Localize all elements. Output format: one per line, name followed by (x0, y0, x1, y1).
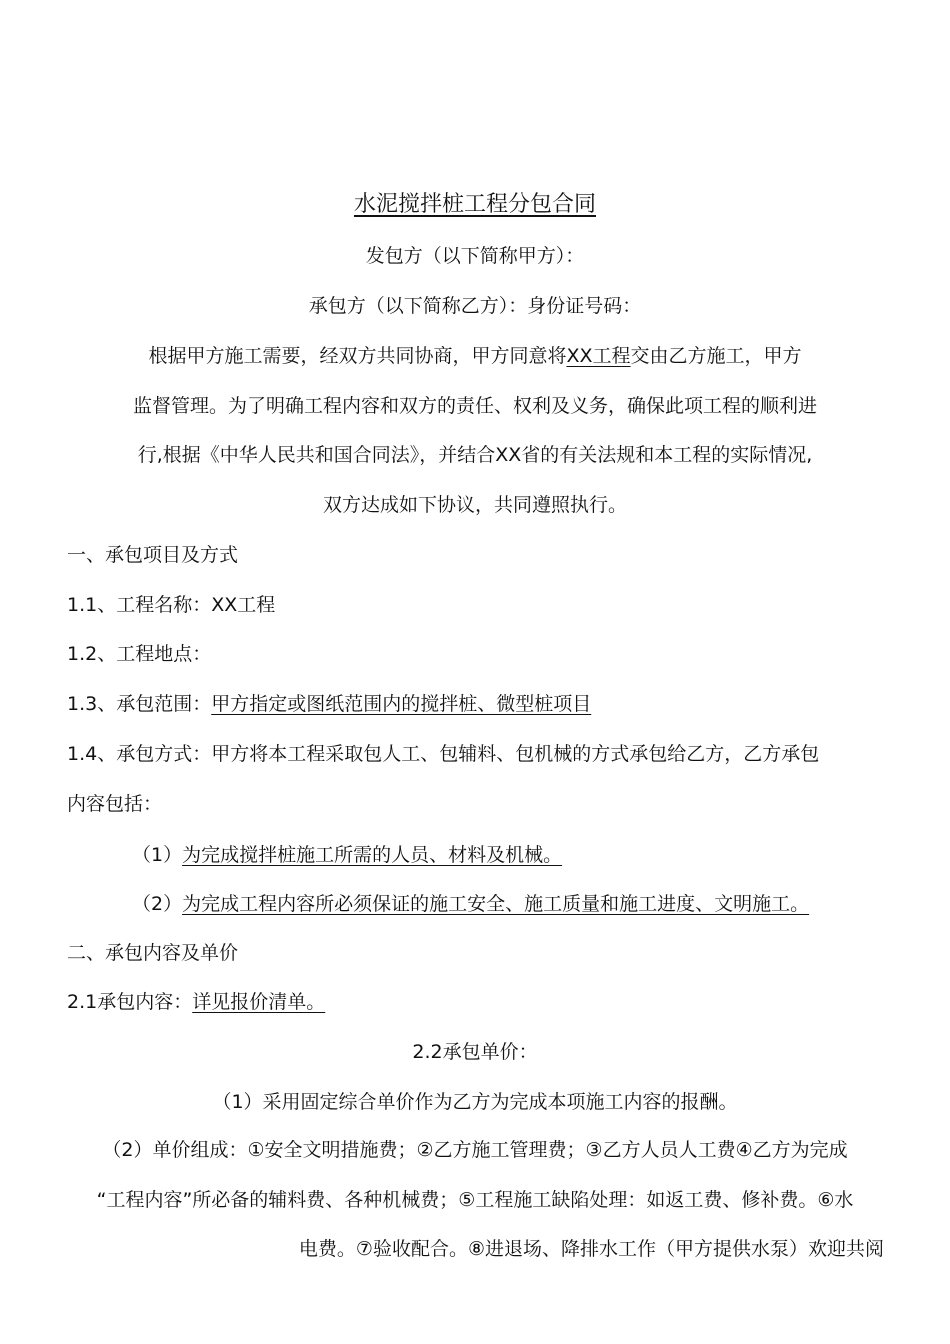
section-1-sub-2-text: 为完成工程内容所必须保证的施工安全、施工质量和施工进度、文明施工。 (182, 893, 810, 915)
section-2-heading: 二、承包内容及单价 (67, 942, 239, 964)
section-2-item-1-value: 详见报价清单。 (192, 991, 326, 1013)
section-1-item-2: 1.2、工程地点： (67, 643, 212, 665)
intro-line-1-pre: 根据甲方施工需要，经双方共同协商，甲方同意将 (148, 345, 567, 367)
party-a-line: 发包方（以下简称甲方）： (365, 245, 585, 267)
section-1-item-4-line-2: 内容包括： (67, 793, 163, 815)
section-2-sub-2-line-1: （2）单价组成：①安全文明措施费；②乙方施工管理费；③乙方人员人工费④乙方为完成 (102, 1139, 848, 1161)
section-2-sub-2-line-3: 电费。⑦验收配合。⑧进退场、降排水工作（甲方提供水泵）欢迎共阅 (298, 1238, 884, 1260)
section-1-sub-2 (132, 892, 809, 916)
section-2-sub-2-line-2: “工程内容”所必备的辅料费、各种机械费；⑤工程施工缺陷处理：如返工费、修补费。⑥水 (96, 1189, 854, 1211)
intro-line-1-post: 交由乙方施工，甲方 (630, 345, 802, 367)
section-1-item-4-line-1: 1.4、承包方式：甲方将本工程采取包人工、包辅料、包机械的方式承包给乙方，乙方承包 (67, 743, 820, 765)
intro-line-1 (0, 344, 950, 368)
party-b-line: 承包方（以下简称乙方）：身份证号码： (308, 295, 642, 317)
intro-line-2: 监督管理。为了明确工程内容和双方的责任、权利及义务，确保此项工程的顺利进 (132, 395, 817, 417)
intro-line-3: 行,根据《中华人民共和国合同法》，并结合XX省的有关法规和本工程的实际情况, (137, 444, 813, 466)
section-2-item-1-label: 2.1承包内容： (67, 991, 193, 1013)
section-1-item-3-value: 甲方指定或图纸范围内的搅拌桩、微型桩项目 (211, 693, 592, 715)
section-2-item-1 (67, 990, 325, 1014)
section-2-sub-1: （1）采用固定综合单价作为乙方为完成本项施工内容的报酬。 (212, 1091, 738, 1113)
section-2-item-2: 2.2承包单价： (412, 1041, 538, 1063)
section-1-sub-1 (132, 843, 562, 867)
section-1-item-1: 1.1、工程名称：XX工程 (67, 594, 276, 616)
section-1-heading: 一、承包项目及方式 (67, 544, 239, 566)
section-1-sub-1-text: 为完成搅拌桩施工所需的人员、材料及机械。 (182, 844, 563, 866)
section-1-item-3-label: 1.3、承包范围： (67, 693, 212, 715)
section-1-item-3 (67, 692, 591, 716)
intro-project-name: XX工程 (566, 345, 631, 367)
section-1-sub-2-label: （2） (132, 893, 183, 915)
intro-line-4: 双方达成如下协议，共同遵照执行。 (322, 494, 627, 516)
section-1-sub-1-label: （1） (132, 844, 183, 866)
document-title: 水泥搅拌桩工程分包合同 (353, 192, 596, 217)
